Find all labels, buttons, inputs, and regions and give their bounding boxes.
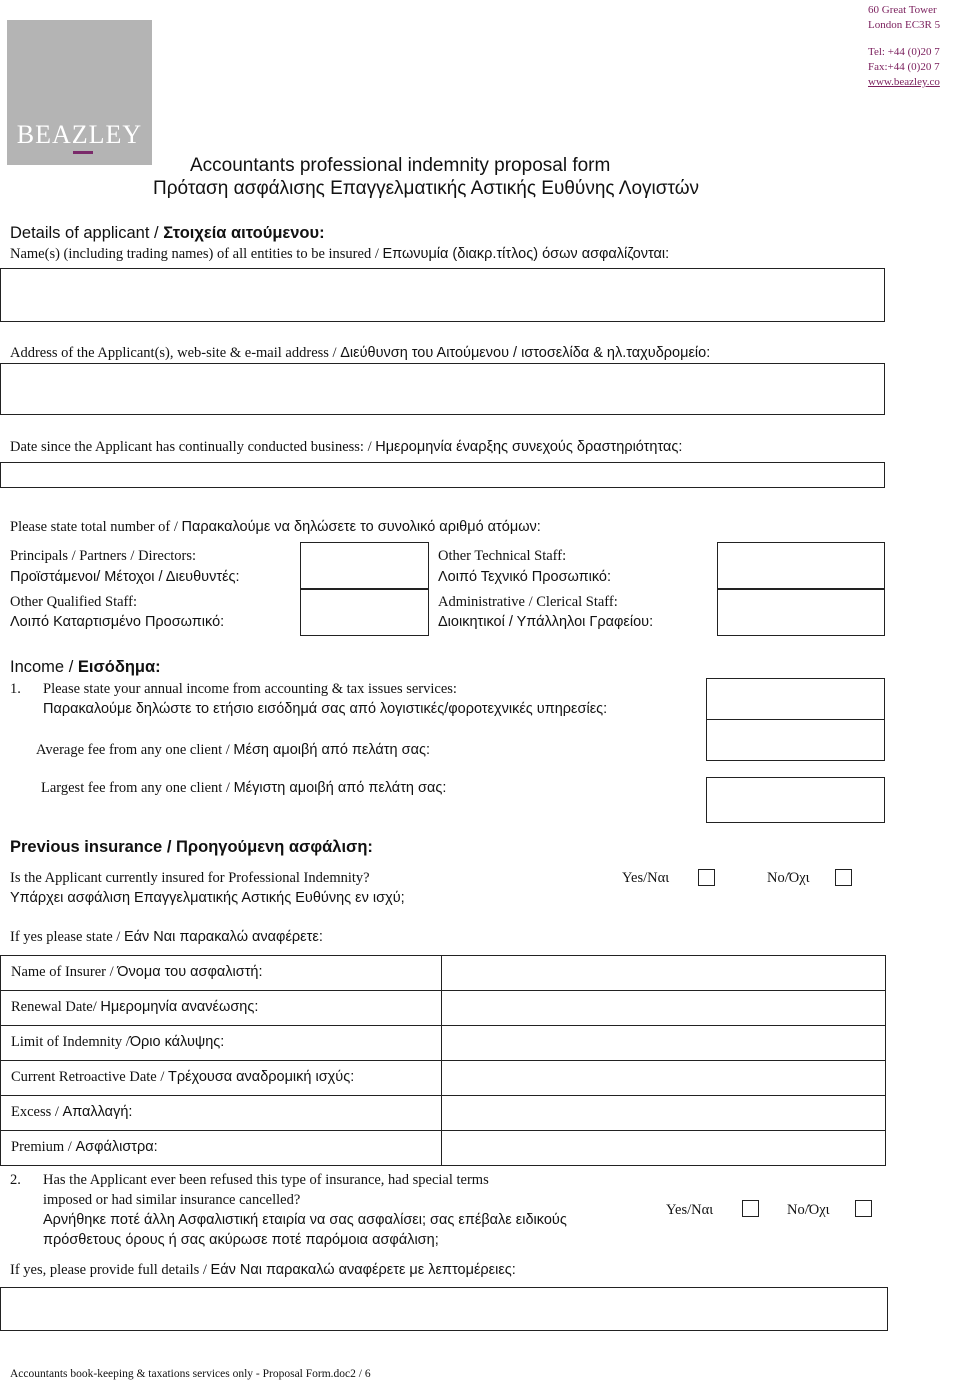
address-line-1: 60 Great Tower: [868, 4, 937, 16]
income-heading-en: Income /: [10, 658, 74, 676]
previous-heading-gr: Προηγούμενη ασφάλιση:: [176, 838, 373, 856]
table-label-cell: [0, 1026, 442, 1060]
premium-label-gr: Ασφάλιστρα:: [75, 1139, 158, 1155]
limit-label: [11, 1034, 224, 1051]
company-address: [868, 3, 940, 90]
address-input[interactable]: [0, 363, 885, 415]
insured-yes-label: Yes/Ναι: [622, 870, 670, 886]
names-label-gr: Επωνυμία (διακρ.τίτλος) όσων ασφαλίζονται:: [382, 246, 670, 262]
limit-input[interactable]: [441, 1026, 886, 1060]
premium-label: [11, 1139, 158, 1156]
principals-input[interactable]: [300, 542, 429, 589]
table-label-cell: [0, 991, 442, 1025]
details-label-en: If yes, please provide full details /: [10, 1262, 207, 1278]
principals-label-en: Principals / Partners / Directors:: [10, 548, 197, 564]
excess-label: [11, 1104, 132, 1121]
insured-no-checkbox[interactable]: [835, 869, 852, 886]
avg-fee-label: [36, 742, 430, 759]
technical-label-gr: Λοιπό Τεχνικό Προσωπικό:: [438, 569, 612, 585]
principals-label-gr: Προϊστάμενοι/ Μέτοχοι / Διευθυντές:: [10, 569, 240, 585]
q2-text-en-1: Has the Applicant ever been refused this type of insurance, had special terms: [43, 1172, 489, 1188]
technical-label-en: Other Technical Staff:: [438, 548, 567, 564]
admin-input[interactable]: [717, 589, 885, 636]
income-heading: [10, 658, 161, 677]
table-row: [0, 1096, 886, 1131]
excess-input[interactable]: [441, 1096, 886, 1130]
insurance-details-table: [0, 955, 886, 1166]
logo-accent-bar: [73, 151, 93, 154]
ifyes-label-en: If yes please state /: [10, 929, 121, 945]
insurer-input[interactable]: [441, 956, 886, 990]
logo-text: BEAZLEY: [16, 120, 143, 149]
names-label-en: Name(s) (including trading names) of all entities to be insured /: [10, 246, 379, 262]
beazley-logo: [7, 20, 152, 165]
avg-fee-label-gr: Μέση αμοιβή από πελάτη σας:: [233, 742, 430, 758]
applicant-heading: [10, 224, 325, 243]
table-label-cell: [0, 1096, 442, 1130]
avg-fee-label-en: Average fee from any one client /: [36, 742, 230, 758]
insurer-label-gr: Όνομα του ασφαλιστή:: [117, 964, 263, 980]
details-label-gr: Εάν Ναι παρακαλώ αναφέρετε με λεπτομέρειες:: [210, 1262, 516, 1278]
title-english: Accountants professional indemnity proposal form: [190, 155, 611, 176]
premium-label-en: Premium /: [11, 1139, 72, 1155]
insured-question-gr: Υπάρχει ασφάλιση Επαγγελματικής Αστικής Ευθύνης εν ισχύ;: [10, 890, 405, 906]
q1-text-en: Please state your annual income from accounting & tax issues services:: [43, 681, 457, 697]
table-label-cell: [0, 1131, 442, 1165]
date-label-gr: Ημερομηνία έναρξης συνεχούς δραστηριότητας:: [375, 439, 683, 455]
excess-label-en: Excess /: [11, 1104, 59, 1120]
applicant-heading-en: Details of applicant /: [10, 224, 159, 242]
largest-fee-label-gr: Μέγιστη αμοιβή από πελάτη σας:: [233, 780, 447, 796]
table-label-cell: [0, 956, 442, 990]
address-label: [10, 345, 710, 362]
insured-yes-checkbox[interactable]: [698, 869, 715, 886]
table-row: [0, 956, 886, 991]
date-label-en: Date since the Applicant has continually conducted business: /: [10, 439, 372, 455]
q2-text-gr-2: πρόσθετους όρους ή σας ακύρωσε ποτέ παρόμοια ασφάλιση;: [43, 1232, 439, 1248]
ifyes-label: [10, 929, 323, 946]
largest-fee-label-en: Largest fee from any one client /: [41, 780, 230, 796]
q2-yes-checkbox[interactable]: [742, 1200, 759, 1217]
largest-fee-label: [41, 780, 446, 797]
footer-text: Accountants book-keeping & taxations services only - Proposal Form.doc2 / 6: [10, 1368, 371, 1380]
retro-input[interactable]: [441, 1061, 886, 1095]
telephone: Tel: +44 (0)20 7: [868, 46, 940, 58]
website-link[interactable]: www.beazley.co: [868, 76, 940, 88]
qualified-label-gr: Λοιπό Καταρτισμένο Προσωπικό:: [10, 614, 225, 630]
admin-label-gr: Διοικητικοί / Υπάλληλοι Γραφείου:: [438, 614, 654, 630]
details-label: [10, 1262, 516, 1279]
renewal-input[interactable]: [441, 991, 886, 1025]
q2-no-checkbox[interactable]: [855, 1200, 872, 1217]
previous-heading: [10, 838, 373, 857]
details-input[interactable]: [0, 1287, 888, 1331]
limit-label-en: Limit of Indemnity /: [11, 1034, 130, 1050]
q2-number: 2.: [10, 1172, 21, 1188]
qualified-input[interactable]: [300, 589, 429, 636]
address-label-gr: Διεύθυνση του Αιτούμενου / ιστοσελίδα & ηλ.ταχυδρομείο:: [340, 345, 711, 361]
insurer-label: [11, 964, 263, 981]
qualified-label-en: Other Qualified Staff:: [10, 594, 137, 610]
fax: Fax:+44 (0)20 7: [868, 61, 940, 73]
premium-input[interactable]: [441, 1131, 886, 1165]
admin-label-en: Administrative / Clerical Staff:: [438, 594, 618, 610]
date-label: [10, 439, 682, 456]
table-row: [0, 1061, 886, 1096]
table-row: [0, 1131, 886, 1166]
staff-intro-gr: Παρακαλούμε να δηλώσετε το συνολικό αριθμό ατόμων:: [181, 519, 541, 535]
title-greek: Πρόταση ασφάλισης Επαγγελματικής Αστικής Ευθύνης Λογιστών: [153, 178, 700, 199]
q2-no-label: No/Όχι: [787, 1202, 830, 1218]
insurer-label-en: Name of Insurer /: [11, 964, 114, 980]
table-label-cell: [0, 1061, 442, 1095]
q1-text-gr: Παρακαλούμε δηλώστε το ετήσιο εισόδημά σας από λογιστικές/φοροτεχνικές υπηρεσίες:: [43, 701, 608, 717]
q2-text-gr-1: Αρνήθηκε ποτέ άλλη Ασφαλιστική εταιρία να σας ασφαλίσει; σας επέβαλε ειδικούς: [43, 1212, 567, 1228]
applicant-heading-gr: Στοιχεία αιτούμενου:: [163, 224, 325, 242]
renewal-label-en: Renewal Date/: [11, 999, 97, 1015]
q2-yes-label: Yes/Ναι: [666, 1202, 714, 1218]
annual-income-input[interactable]: [706, 678, 885, 720]
address-label-en: Address of the Applicant(s), web-site & e-mail address /: [10, 345, 337, 361]
names-label: [10, 246, 669, 263]
avg-fee-input[interactable]: [706, 719, 885, 761]
address-line-2: London EC3R 5: [868, 19, 941, 31]
retro-label-gr: Τρέχουσα αναδρομική ισχύς:: [168, 1069, 355, 1085]
limit-label-gr: Όριο κάλυψης:: [129, 1034, 225, 1050]
insured-question-en: Is the Applicant currently insured for Professional Indemnity?: [10, 870, 370, 886]
date-input[interactable]: [0, 462, 885, 488]
q2-text-en-2: imposed or had similar insurance cancelled?: [43, 1192, 301, 1208]
excess-label-gr: Απαλλαγή:: [62, 1104, 133, 1120]
q1-number: 1.: [10, 681, 21, 697]
table-row: [0, 991, 886, 1026]
renewal-label: [11, 999, 258, 1016]
retro-label-en: Current Retroactive Date /: [11, 1069, 165, 1085]
insured-no-label: No/Όχι: [767, 870, 810, 886]
previous-heading-en: Previous insurance /: [10, 838, 172, 856]
income-heading-gr: Εισόδημα:: [77, 658, 161, 676]
staff-intro: [10, 519, 541, 536]
staff-intro-en: Please state total number of /: [10, 519, 178, 535]
names-input[interactable]: [0, 268, 885, 322]
table-row: [0, 1026, 886, 1061]
ifyes-label-gr: Εάν Ναι παρακαλώ αναφέρετε:: [123, 929, 323, 945]
retro-label: [11, 1069, 354, 1086]
largest-fee-input[interactable]: [706, 777, 885, 823]
technical-input[interactable]: [717, 542, 885, 589]
renewal-label-gr: Ημερομηνία ανανέωσης:: [100, 999, 259, 1015]
